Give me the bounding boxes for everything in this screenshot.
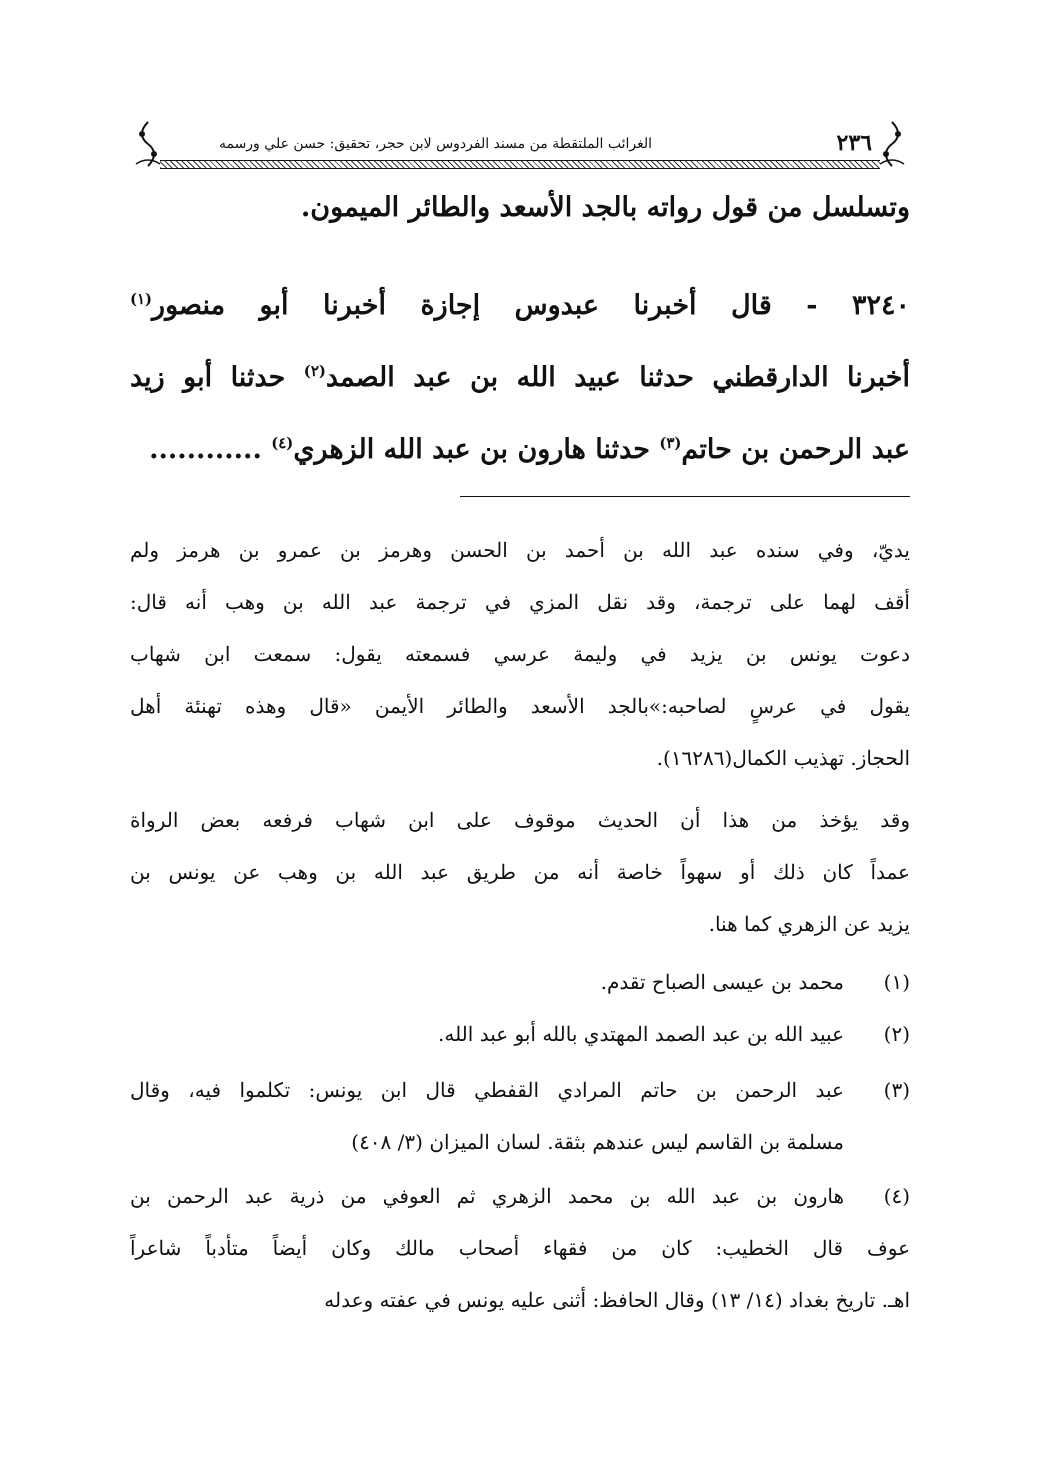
footnote-ref[interactable]: (٢): [303, 362, 326, 380]
footnote-item-2: [130, 1008, 910, 1060]
running-title: الغرائب الملتقطة من مسند الفردوس لابن حجر، تحقيق: حسن علي ورسمه: [218, 136, 652, 152]
footnote-line: مسلمة بن القاسم ليس عندهم بثقة. لسان الميزان (٣/ ٤٠٨): [351, 1130, 844, 1154]
footnote-line: عبد الرحمن بن حاتم المرادي القفطي قال ابن يونس: تكلموا فيه، وقال: [130, 1078, 844, 1102]
footnote-line: عبيد الله بن عبد الصمد المهتدي بالله أبو عبد الله.: [437, 1022, 844, 1046]
footnote-number: (٢): [883, 1022, 910, 1046]
footnote-number: (٣): [883, 1078, 910, 1102]
footnote-line: يزيد عن الزهري كما هنا.: [708, 912, 910, 936]
footnote-note: [130, 794, 910, 950]
footnote-ref[interactable]: (٣): [659, 434, 682, 452]
footnote-number: (٤): [883, 1184, 910, 1208]
hadith-line-3: عبد الرحمن بن حاتم$^{(٣)}$ حدثنا هارون بن عبد الله الزهري$^{(٤)}$ ............: [149, 434, 910, 465]
header-rule: [160, 160, 880, 169]
hadith-line-1: ٣٢٤٠ - قال أخبرنا عبدوس إجازة أخبرنا أبو منصور$^{(١)}$: [130, 290, 910, 321]
footnote-line: اهـ. تاريخ بغداد (١٤/ ١٣) وقال الحافظ: أثنى عليه يونس في عفته وعدله: [324, 1288, 910, 1312]
footnote-separator: [460, 496, 910, 497]
footnote-line: يديّ، وفي سنده عبد الله بن أحمد بن الحسن وهرمز بن عمرو بن هرمز ولم: [130, 538, 910, 562]
page-number: ٢٣٦: [836, 130, 872, 156]
footnote-number: (١): [883, 970, 910, 994]
main-text-line: وتسلسل من قول رواته بالجد الأسعد والطائر الميمون.: [300, 192, 910, 223]
right-ornament-icon: [876, 120, 908, 170]
footnote-ref[interactable]: (١): [130, 290, 153, 308]
footnote-continued: [130, 524, 910, 784]
footnote-line: عوف قال الخطيب: كان من فقهاء أصحاب مالك وكان أيضاً متأدباً شاعراً: [130, 1236, 910, 1260]
footnote-item-1: [130, 956, 910, 1008]
running-header: [132, 120, 908, 176]
footnote-line: وقد يؤخذ من هذا أن الحديث موقوف على ابن شهاب فرفعه بعض الرواة: [130, 808, 910, 832]
footnote-line: يقول في عرسٍ لصاحبه:»بالجد الأسعد والطائر الأيمن «قال وهذه تهنئة أهل: [130, 694, 910, 718]
footnote-ref[interactable]: (٤): [271, 434, 294, 452]
footnote-line: محمد بن عيسى الصباح تقدم.: [600, 970, 844, 994]
footnote-line: عمداً كان ذلك أو سهواً خاصة أنه من طريق عبد الله بن وهب عن يونس بن: [130, 860, 910, 884]
footnote-line: دعوت يونس بن يزيد في وليمة عرسي فسمعته يقول: سمعت ابن شهاب: [130, 642, 910, 666]
hadith-line-2: أخبرنا الدارقطني حدثنا عبيد الله بن عبد الصمد$^{(٢)}$ حدثنا أبو زيد: [130, 362, 910, 393]
footnote-line: الحجاز. تهذيب الكمال(١٦٢٨٦).: [656, 746, 910, 770]
footnote-item-3: [130, 1064, 910, 1168]
footnote-line: أقف لهما على ترجمة، وقد نقل المزي في ترجمة عبد الله بن وهب أنه قال:: [130, 590, 910, 614]
footnote-item-4: [130, 1170, 910, 1326]
footnote-line: هارون بن عبد الله بن محمد الزهري ثم العوفي من ذرية عبد الرحمن بن: [130, 1184, 844, 1208]
